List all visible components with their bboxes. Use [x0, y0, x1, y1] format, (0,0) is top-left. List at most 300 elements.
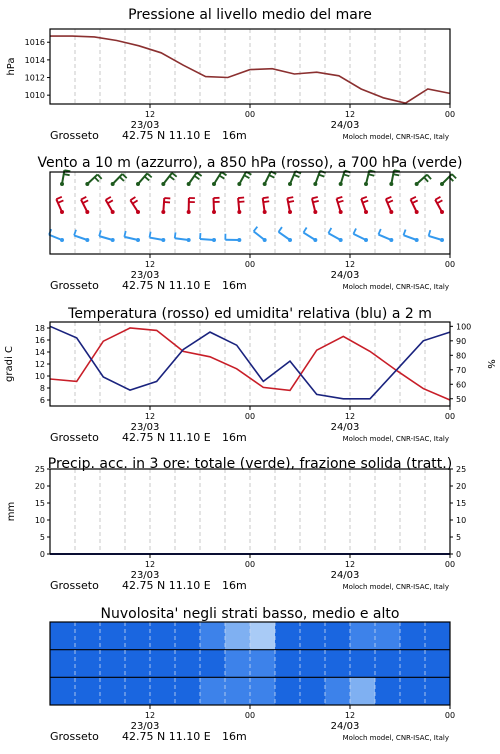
- cloud-cell-basso: [75, 677, 101, 705]
- date-label: 24/03: [331, 422, 360, 433]
- barb-feather: [56, 197, 61, 199]
- wind-barb-700-hPa: [263, 171, 277, 186]
- date-label: 23/03: [131, 120, 160, 131]
- y-tick-label: 1012: [25, 74, 45, 83]
- y-tick-label: 12: [35, 360, 45, 369]
- wind-barb-850-hPa: [161, 198, 170, 214]
- barb-tip: [288, 182, 292, 186]
- cloud-cell-basso: [375, 677, 401, 705]
- y-tick-label-right: 80: [456, 351, 466, 360]
- barb-tip: [339, 210, 343, 214]
- barb-tip: [237, 182, 241, 186]
- barb-tip: [161, 238, 165, 242]
- barb-tip: [111, 238, 115, 242]
- cloud-cell-basso: [200, 677, 226, 705]
- cloud-cell-alto: [425, 622, 451, 650]
- x-tick-label: 00: [445, 711, 455, 720]
- cloud-cell-medio: [325, 650, 351, 678]
- y-tick-label: 10: [35, 516, 45, 525]
- wind-barb-700-hPa: [313, 171, 325, 186]
- wind-barb-850-hPa: [187, 198, 195, 214]
- x-tick-label: 00: [245, 260, 255, 269]
- cloud-cell-basso: [125, 677, 151, 705]
- barb-feather: [64, 174, 70, 175]
- barb-tip: [237, 238, 241, 242]
- barb-feather: [411, 197, 416, 200]
- barb-feather: [319, 175, 325, 177]
- cloud-cell-alto: [400, 622, 426, 650]
- date-label: 23/03: [131, 270, 160, 281]
- barb-feather: [344, 174, 350, 176]
- source-label: Moloch model, CNR-ISAC, Italy: [343, 583, 449, 591]
- barb-tip: [389, 238, 393, 242]
- barb-tip: [389, 182, 393, 186]
- barb-feather: [81, 197, 86, 200]
- cloud-cell-basso: [400, 677, 426, 705]
- source-label: Moloch model, CNR-ISAC, Italy: [343, 734, 449, 742]
- barb-shaft: [378, 235, 391, 240]
- cloud-cell-basso: [250, 677, 276, 705]
- x-tick-label: 12: [145, 412, 155, 421]
- cloud-cell-medio: [425, 650, 451, 678]
- barb-feather: [172, 173, 177, 177]
- barb-tip: [60, 238, 64, 242]
- wind-barb-10-m: [353, 228, 368, 242]
- barb-shaft: [303, 233, 315, 240]
- x-tick-label: 12: [345, 412, 355, 421]
- wind-barb-850-hPa: [81, 197, 89, 214]
- x-tick-label: 12: [145, 560, 155, 569]
- y-tick-label-right: 60: [456, 380, 466, 389]
- cloud-cell-alto: [275, 622, 301, 650]
- wind-barb-10-m: [200, 233, 216, 242]
- barb-feather: [386, 197, 392, 199]
- y-tick-label-right: 50: [456, 395, 466, 404]
- wind-barb-850-hPa: [435, 197, 444, 214]
- elevation-label: 16m: [222, 431, 247, 444]
- coords-label: 42.75 N 11.10 E: [122, 431, 211, 444]
- y-tick-label: 20: [35, 482, 45, 491]
- barb-tip: [136, 238, 140, 242]
- date-label: 24/03: [331, 721, 360, 732]
- coords-label: 42.75 N 11.10 E: [122, 579, 211, 592]
- x-tick-label: 00: [245, 412, 255, 421]
- barb-shaft: [99, 236, 112, 240]
- y-axis-label-right: %: [485, 359, 496, 369]
- barb-tip: [263, 182, 267, 186]
- x-tick-label: 12: [145, 260, 155, 269]
- wind-barb-10-m: [225, 234, 241, 242]
- barb-tip: [339, 238, 343, 242]
- y-tick-label: 1014: [25, 56, 45, 65]
- x-tick-label: 12: [145, 711, 155, 720]
- cloud-cell-basso: [350, 677, 376, 705]
- x-tick-label: 00: [445, 412, 455, 421]
- barb-tip: [60, 210, 64, 214]
- barb-feather: [197, 173, 202, 176]
- cloud-cell-basso: [275, 677, 301, 705]
- cloud-cell-basso: [175, 677, 201, 705]
- y-tick-label: 18: [35, 324, 45, 333]
- barb-tip: [440, 182, 444, 186]
- barb-feather: [368, 174, 374, 175]
- wind-barb-10-m: [175, 232, 191, 242]
- barb-feather: [263, 197, 269, 198]
- barb-shaft: [429, 236, 442, 240]
- y-tick-label-right: 70: [456, 366, 466, 375]
- cloud-cell-basso: [100, 677, 126, 705]
- y-tick-label: 8: [40, 384, 45, 393]
- x-tick-label: 00: [245, 560, 255, 569]
- barb-shaft: [341, 171, 345, 184]
- cloud-cell-basso: [425, 677, 451, 705]
- date-label: 23/03: [131, 721, 160, 732]
- x-tick-label: 12: [345, 711, 355, 720]
- x-tick-label: 12: [345, 110, 355, 119]
- barb-tip: [212, 238, 216, 242]
- wind-barb-700-hPa: [440, 174, 456, 186]
- barb-shaft: [74, 235, 87, 240]
- barb-feather: [124, 231, 125, 237]
- barb-tip: [237, 210, 241, 214]
- cloud-cell-alto: [225, 622, 251, 650]
- barb-feather: [221, 172, 226, 175]
- y-tick-label: 0: [40, 550, 45, 559]
- wind-barb-850-hPa: [337, 197, 344, 214]
- barb-tip: [288, 210, 292, 214]
- barb-shaft: [312, 198, 315, 212]
- y-tick-label-right: 0: [456, 550, 461, 559]
- barb-feather: [287, 197, 293, 198]
- y-tick-label-right: 10: [456, 516, 466, 525]
- wind-barb-850-hPa: [212, 198, 220, 214]
- cloud-cell-alto: [125, 622, 151, 650]
- barb-feather: [279, 227, 282, 232]
- barb-tip: [136, 210, 140, 214]
- wind-barb-10-m: [303, 227, 317, 242]
- wind-barb-850-hPa: [411, 197, 419, 214]
- barb-feather: [269, 175, 274, 178]
- barb-feather: [429, 230, 431, 236]
- barb-tip: [212, 210, 216, 214]
- wind-barb-10-m: [279, 227, 292, 242]
- y-tick-label-right: 90: [456, 337, 466, 346]
- x-tick-label: 00: [245, 110, 255, 119]
- barb-feather: [169, 176, 174, 180]
- barb-tip: [161, 210, 165, 214]
- barb-feather: [194, 176, 199, 179]
- wind-barb-10-m: [328, 228, 342, 242]
- wind-barb-10-m: [429, 230, 444, 242]
- date-label: 23/03: [131, 570, 160, 581]
- cloud-cell-medio: [275, 650, 301, 678]
- wind-barb-10-m: [404, 230, 419, 242]
- cloud-cell-medio: [75, 650, 101, 678]
- cloud-cell-medio: [375, 650, 401, 678]
- barb-shaft: [290, 171, 295, 184]
- barb-feather: [337, 197, 343, 199]
- barb-tip: [415, 210, 419, 214]
- barb-shaft: [287, 198, 290, 212]
- wind-barb-700-hPa: [237, 172, 251, 186]
- y-tick-label: 16: [35, 336, 45, 345]
- barb-feather: [58, 200, 63, 202]
- cloud-cell-alto: [50, 622, 76, 650]
- wind-barb-10-m: [49, 229, 64, 242]
- barb-tip: [415, 238, 419, 242]
- barb-tip: [85, 210, 89, 214]
- barb-feather: [437, 200, 442, 203]
- barb-tip: [440, 210, 444, 214]
- barb-feather: [238, 202, 244, 203]
- barb-shaft: [265, 171, 271, 184]
- barb-feather: [387, 200, 393, 202]
- cloud-cell-medio: [250, 650, 276, 678]
- station-label: Grosseto: [50, 129, 99, 142]
- cloud-cell-alto: [175, 622, 201, 650]
- y-tick-label-right: 20: [456, 482, 466, 491]
- barb-tip: [313, 182, 317, 186]
- barb-tip: [60, 182, 64, 186]
- y-tick-label: 1016: [25, 38, 45, 47]
- barb-shaft: [163, 173, 172, 184]
- date-label: 23/03: [131, 422, 160, 433]
- cloud-cell-medio: [175, 650, 201, 678]
- cloud-cell-medio: [100, 650, 126, 678]
- barb-feather: [219, 176, 224, 179]
- source-label: Moloch model, CNR-ISAC, Italy: [343, 283, 449, 291]
- x-tick-label: 00: [445, 110, 455, 119]
- barb-tip: [263, 238, 267, 242]
- barb-feather: [122, 174, 126, 178]
- barb-shaft: [263, 198, 265, 212]
- barb-feather: [133, 200, 138, 203]
- station-label: Grosseto: [50, 730, 99, 743]
- y-tick-label: 5: [40, 533, 45, 542]
- coords-label: 42.75 N 11.10 E: [122, 730, 211, 743]
- cloud-cell-basso: [150, 677, 176, 705]
- barb-feather: [313, 201, 319, 202]
- wind-barb-850-hPa: [237, 198, 244, 214]
- barb-shaft: [214, 172, 221, 184]
- wind-barb-10-m: [99, 230, 114, 242]
- wind-barb-700-hPa: [364, 170, 375, 186]
- barb-feather: [175, 232, 176, 238]
- y-tick-label-right: 15: [456, 499, 466, 508]
- cloud-cell-medio: [350, 650, 376, 678]
- wind-barb-700-hPa: [389, 170, 400, 186]
- wind-barb-10-m: [150, 232, 166, 242]
- y-axis-label: hPa: [6, 57, 17, 75]
- barb-feather: [338, 201, 344, 203]
- barb-tip: [364, 182, 368, 186]
- barb-feather: [74, 230, 76, 236]
- cloud-cell-basso: [300, 677, 326, 705]
- cloud-cell-basso: [325, 677, 351, 705]
- barb-shaft: [254, 231, 265, 240]
- barb-tip: [161, 182, 165, 186]
- barb-feather: [328, 228, 331, 233]
- cloud-cell-alto: [250, 622, 276, 650]
- date-label: 24/03: [331, 570, 360, 581]
- cloud-cell-medio: [50, 650, 76, 678]
- panel-title: Precip. acc. in 3 ore: totale (verde), frazione solida (tratt.): [48, 456, 452, 472]
- barb-tip: [212, 182, 216, 186]
- barb-tip: [288, 238, 292, 242]
- barb-tip: [440, 238, 444, 242]
- cloud-cell-alto: [325, 622, 351, 650]
- barb-shaft: [337, 199, 341, 212]
- barb-feather: [83, 200, 88, 203]
- cloud-cell-medio: [125, 650, 151, 678]
- wind-barb-850-hPa: [287, 197, 294, 214]
- barb-feather: [145, 176, 150, 180]
- y-tick-label: 25: [35, 465, 45, 474]
- y-tick-label: 1010: [25, 91, 45, 100]
- panel-title: Temperatura (rosso) ed umidita' relativa (blu) a 2 m: [67, 306, 432, 322]
- wind-barb-10-m: [124, 231, 140, 242]
- barb-shaft: [279, 232, 290, 240]
- cloud-cell-medio: [225, 650, 251, 678]
- barb-feather: [120, 177, 124, 181]
- barb-feather: [361, 197, 367, 199]
- barb-tip: [187, 210, 191, 214]
- coords-label: 42.75 N 11.10 E: [122, 279, 211, 292]
- barb-tip: [187, 182, 191, 186]
- wind-barb-700-hPa: [161, 173, 176, 186]
- station-label: Grosseto: [50, 579, 99, 592]
- wind-barb-850-hPa: [312, 197, 319, 214]
- wind-barb-850-hPa: [386, 197, 393, 214]
- elevation-label: 16m: [222, 129, 247, 142]
- cloud-cell-alto: [200, 622, 226, 650]
- cloud-cell-basso: [50, 677, 76, 705]
- barb-feather: [150, 232, 151, 238]
- wind-barb-850-hPa: [263, 197, 270, 214]
- source-label: Moloch model, CNR-ISAC, Italy: [343, 435, 449, 443]
- y-tick-label: 14: [35, 348, 45, 357]
- x-tick-label: 12: [345, 260, 355, 269]
- x-tick-label: 12: [345, 560, 355, 569]
- barb-feather: [95, 177, 99, 181]
- elevation-label: 16m: [222, 579, 247, 592]
- barb-shaft: [124, 237, 138, 240]
- barb-shaft: [239, 172, 246, 184]
- barb-feather: [99, 230, 101, 236]
- barb-tip: [263, 210, 267, 214]
- barb-shaft: [189, 173, 197, 184]
- barb-tip: [364, 238, 368, 242]
- cloud-cell-basso: [225, 677, 251, 705]
- wind-barb-700-hPa: [187, 173, 202, 186]
- cloud-cell-medio: [200, 650, 226, 678]
- cloud-cell-alto: [300, 622, 326, 650]
- barb-tip: [85, 182, 89, 186]
- y-tick-label: 10: [35, 372, 45, 381]
- cloud-cell-alto: [75, 622, 101, 650]
- station-label: Grosseto: [50, 279, 99, 292]
- barb-tip: [187, 238, 191, 242]
- barb-tip: [339, 182, 343, 186]
- cloud-cell-medio: [300, 650, 326, 678]
- barb-feather: [353, 228, 356, 233]
- x-tick-label: 00: [245, 711, 255, 720]
- barb-feather: [452, 174, 456, 178]
- barb-tip: [111, 210, 115, 214]
- barb-tip: [313, 238, 317, 242]
- y-axis-label: mm: [6, 502, 17, 521]
- barb-shaft: [150, 238, 164, 240]
- cloud-cell-medio: [400, 650, 426, 678]
- barb-feather: [130, 197, 135, 200]
- barb-feather: [288, 201, 294, 202]
- date-label: 24/03: [331, 120, 360, 131]
- barb-tip: [364, 210, 368, 214]
- barb-tip: [85, 238, 89, 242]
- wind-barb-850-hPa: [106, 197, 115, 214]
- wind-barb-700-hPa: [415, 175, 431, 186]
- barb-feather: [294, 175, 300, 177]
- wind-barb-700-hPa: [85, 174, 101, 186]
- wind-barb-10-m: [74, 230, 89, 242]
- y-tick-label-right: 100: [456, 322, 471, 331]
- barb-shaft: [163, 198, 164, 212]
- barb-shaft: [238, 198, 239, 212]
- barb-shaft: [175, 238, 189, 240]
- barb-feather: [303, 227, 306, 232]
- barb-feather: [254, 227, 258, 232]
- cloud-cell-alto: [350, 622, 376, 650]
- barb-feather: [147, 173, 152, 177]
- barb-feather: [404, 230, 406, 236]
- cloud-cell-alto: [100, 622, 126, 650]
- barb-feather: [108, 200, 113, 203]
- panel-title: Pressione al livello medio del mare: [128, 7, 372, 23]
- barb-feather: [238, 198, 244, 199]
- x-tick-label: 12: [145, 110, 155, 119]
- wind-barb-700-hPa: [136, 173, 152, 186]
- wind-barb-850-hPa: [361, 197, 368, 214]
- wind-barb-700-hPa: [288, 171, 301, 186]
- source-label: Moloch model, CNR-ISAC, Italy: [343, 133, 449, 141]
- barb-shaft: [353, 234, 366, 240]
- barb-tip: [389, 210, 393, 214]
- date-label: 24/03: [331, 270, 360, 281]
- y-tick-label: 6: [40, 396, 45, 405]
- y-tick-label-right: 25: [456, 465, 466, 474]
- wind-barb-700-hPa: [339, 171, 351, 186]
- barb-shaft: [328, 233, 340, 240]
- barb-feather: [244, 175, 249, 178]
- wind-barb-850-hPa: [56, 197, 64, 214]
- wind-barb-10-m: [254, 227, 267, 242]
- wind-barb-700-hPa: [111, 174, 127, 186]
- barb-shaft: [404, 235, 417, 240]
- barb-feather: [412, 200, 417, 203]
- y-tick-label: 15: [35, 499, 45, 508]
- barb-tip: [313, 210, 317, 214]
- barb-feather: [263, 201, 269, 202]
- barb-feather: [312, 197, 318, 198]
- cloud-cell-medio: [150, 650, 176, 678]
- wind-barb-700-hPa: [212, 172, 227, 186]
- coords-label: 42.75 N 11.10 E: [122, 129, 211, 142]
- x-tick-label: 00: [445, 560, 455, 569]
- station-label: Grosseto: [50, 431, 99, 444]
- barb-shaft: [200, 239, 214, 240]
- cloud-cell-alto: [375, 622, 401, 650]
- barb-feather: [427, 175, 431, 179]
